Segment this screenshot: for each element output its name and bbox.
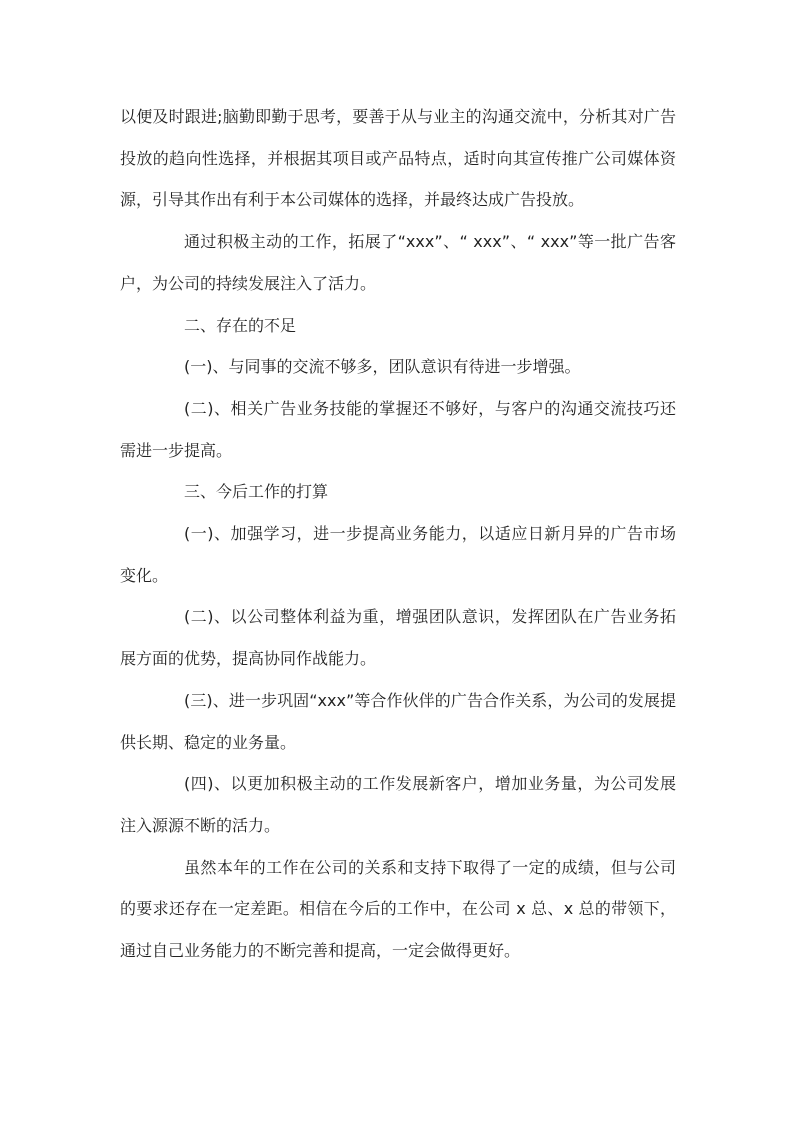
paragraph-plan-3: (三)、进一步巩固“xxx”等合作伙伴的广告合作关系，为公司的发展提供长期、稳定的业务量。: [120, 690, 676, 752]
heading-shortcomings: 二、存在的不足: [184, 315, 297, 335]
paragraph-shortcoming-1: (一)、与同事的交流不够多，团队意识有待进一步增强。: [184, 357, 581, 377]
paragraph-plan-2: (二)、以公司整体利益为重，增强团队意识，发挥团队在广告业务拓展方面的优势，提高协同作战能力。: [120, 607, 676, 669]
paragraph-new-clients: 通过积极主动的工作，拓展了“xxx”、“ xxx”、“ xxx”等一批广告客户，为公司的持续发展注入了活力。: [120, 232, 676, 293]
paragraph-plan-1: (一)、加强学习，进一步提高业务能力，以适应日新月异的广告市场变化。: [120, 524, 676, 585]
paragraph-followup-intro: 以便及时跟进;脑勤即勤于思考，要善于从与业主的沟通交流中，分析其对广告投放的趋向性选择，并根据其项目或产品特点，适时向其宣传推广公司媒体资源，引导其作出有利于本公司媒体的选择，并最终达成广告投放。: [120, 107, 676, 210]
heading-future-plans: 三、今后工作的打算: [184, 482, 329, 502]
paragraph-plan-4: (四)、以更加积极主动的工作发展新客户，增加业务量，为公司发展注入源源不断的活力。: [120, 774, 676, 835]
document-body: [120, 96, 676, 972]
paragraph-conclusion: 虽然本年的工作在公司的关系和支持下取得了一定的成绩，但与公司的要求还存在一定差距。相信在今后的工作中，在公司 x 总、x 总的带领下，通过自己业务能力的不断完善和提高，一定会做得更好。: [120, 857, 676, 961]
paragraph-shortcoming-2: (二)、相关广告业务技能的掌握还不够好，与客户的沟通交流技巧还需进一步提高。: [120, 398, 676, 460]
